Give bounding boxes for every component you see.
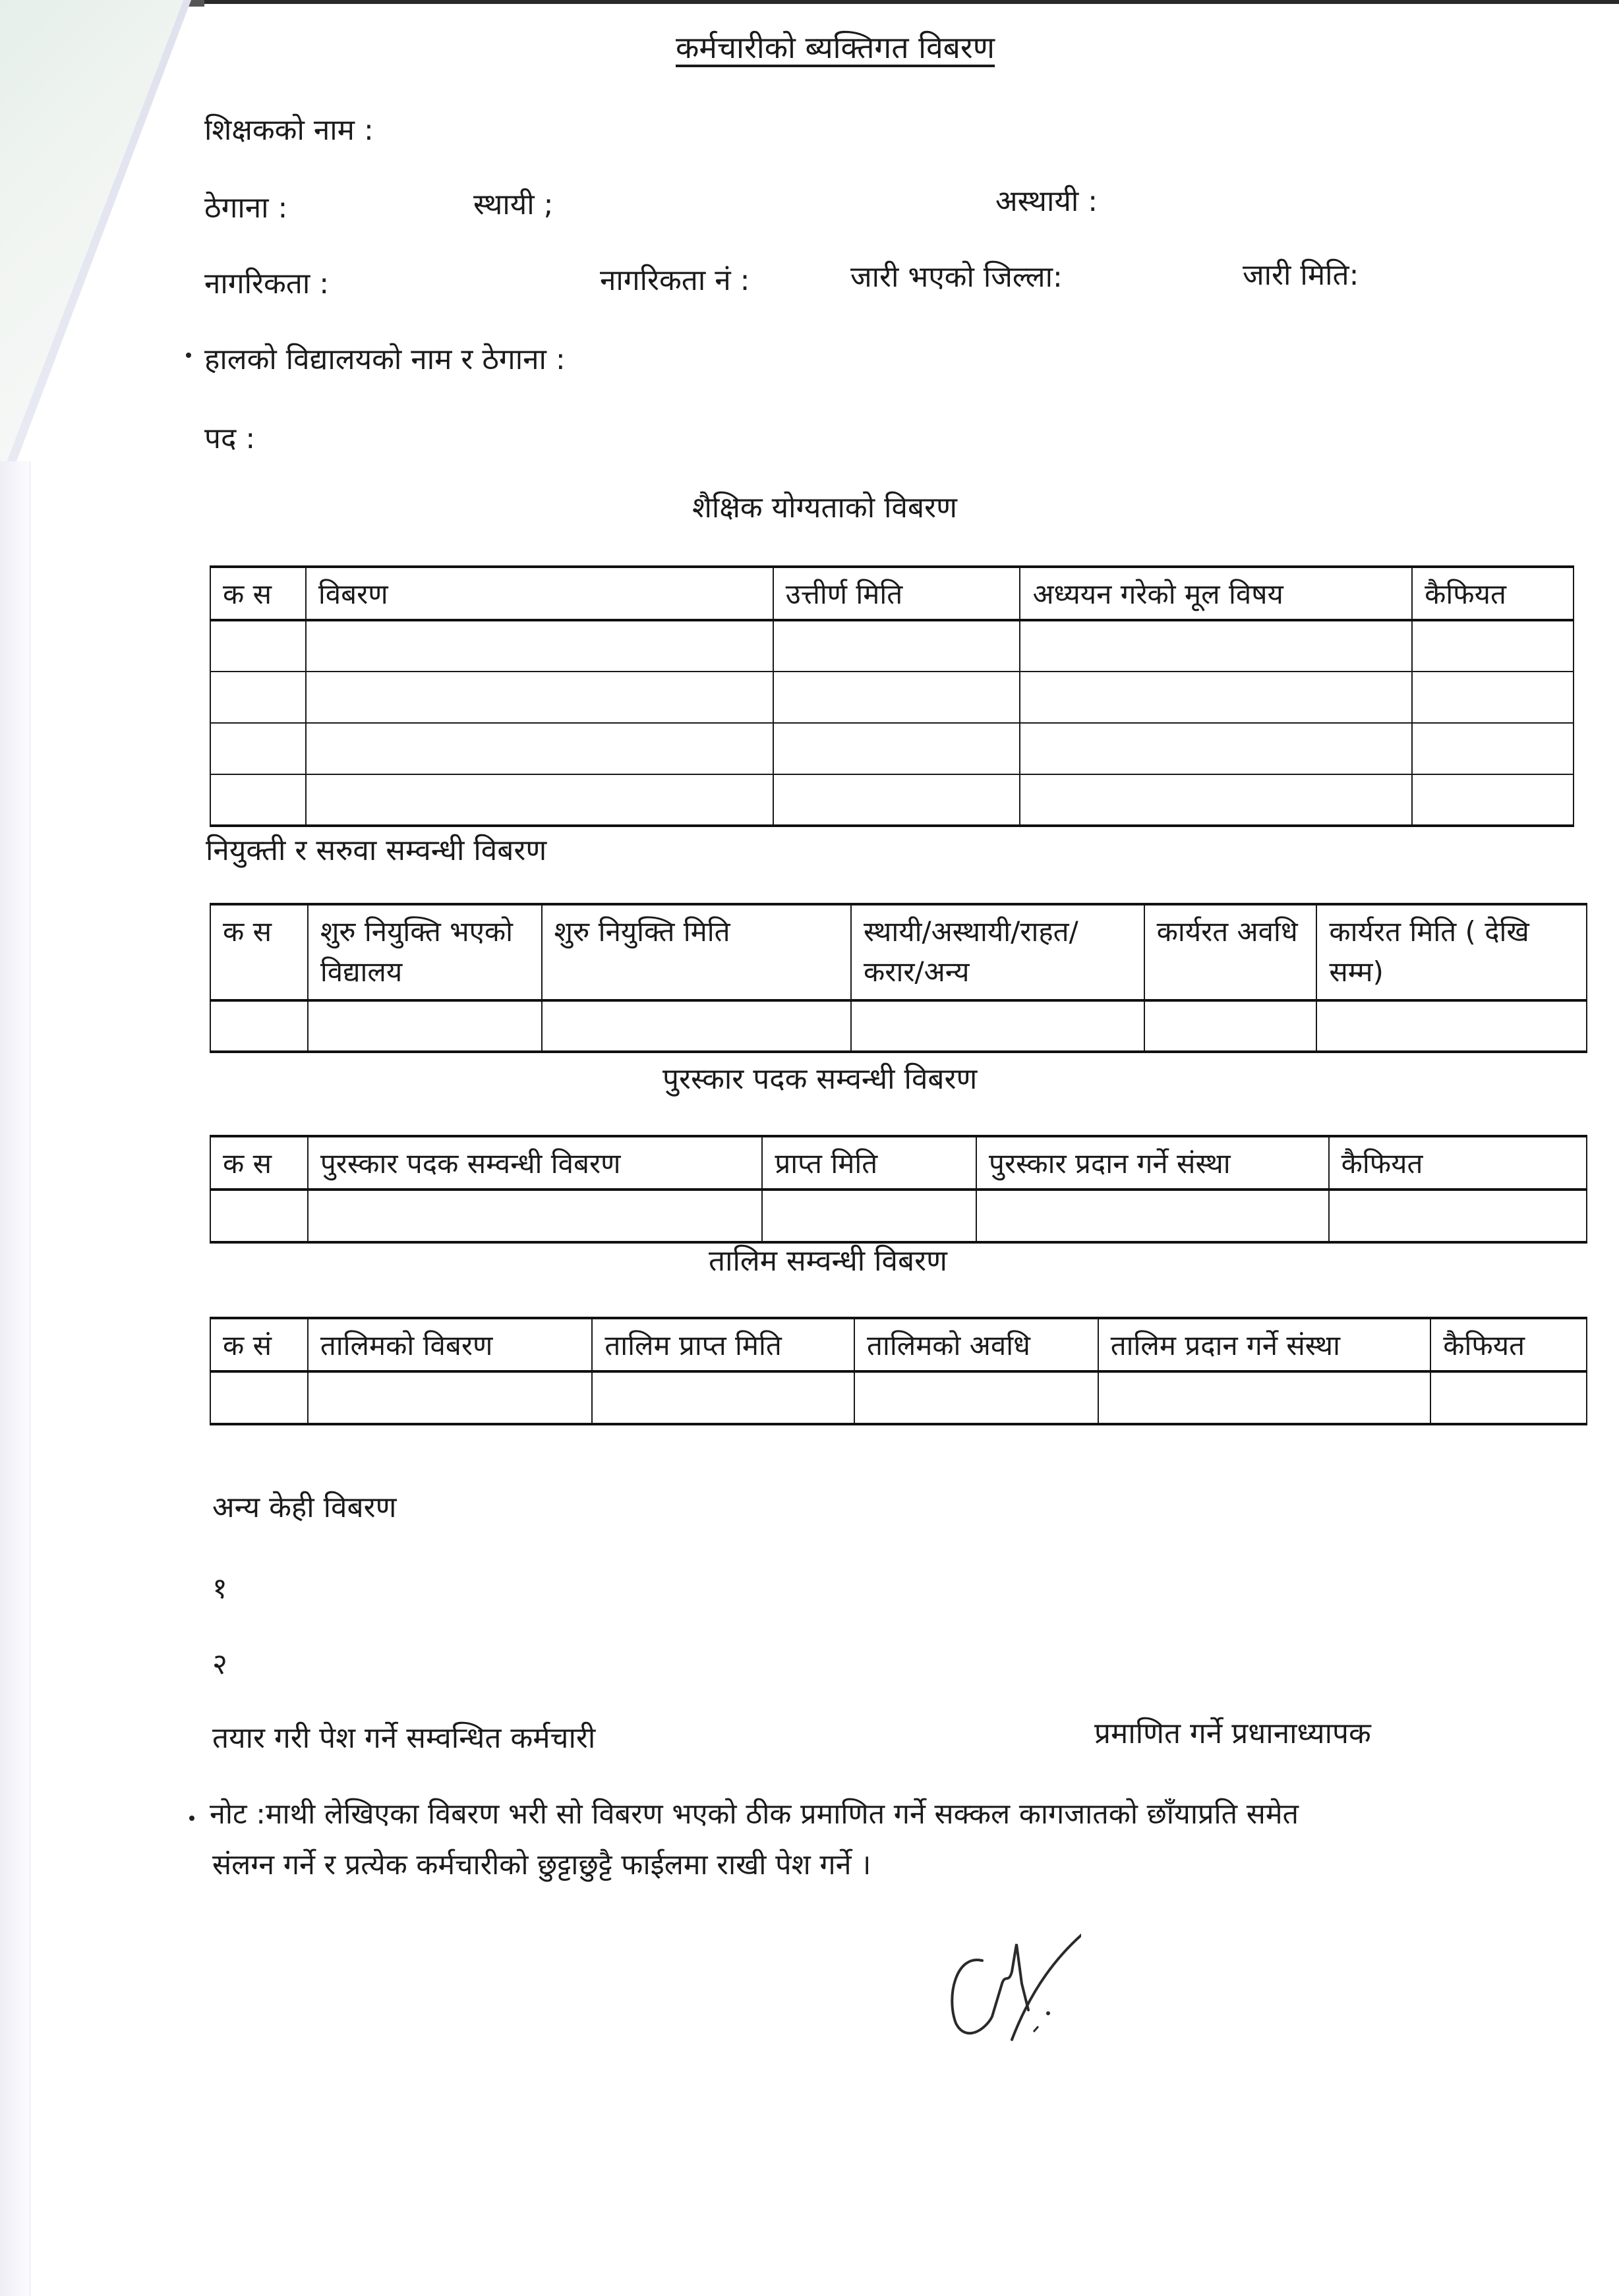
awards-section-heading: पुरस्कार पदक सम्वन्धी विबरण — [662, 1062, 978, 1096]
note-line-2: संलग्न गर्ने र प्रत्येक कर्मचारीको छुट्टाछुट्टै फाईलमा राखी पेश गर्ने । — [212, 1849, 871, 1881]
appointment-table-header — [210, 904, 1587, 1000]
table-row — [210, 620, 1574, 672]
cell[interactable] — [1144, 1000, 1317, 1052]
cell[interactable] — [210, 774, 306, 826]
cell[interactable] — [1329, 1190, 1587, 1242]
cell[interactable] — [854, 1371, 1098, 1424]
cell[interactable] — [308, 1190, 762, 1242]
table-row — [210, 1371, 1587, 1424]
column-header-training-organization: तालिम प्रदान गर्ने संस्था — [1098, 1318, 1431, 1371]
cell[interactable] — [762, 1190, 976, 1242]
employee-signatory-label: तयार गरी पेश गर्ने सम्वन्धित कर्मचारी — [212, 1721, 596, 1755]
appointment-section-heading: नियुक्ती र सरुवा सम्वन्धी विबरण — [206, 834, 547, 867]
cell[interactable] — [1316, 1000, 1587, 1052]
education-section-heading: शैक्षिक योग्यताको विबरण — [692, 491, 957, 525]
cell[interactable] — [773, 620, 1020, 672]
table-row — [210, 1190, 1587, 1242]
citizenship-label: नागरिकता : — [204, 267, 330, 301]
column-header-serial: क सं — [210, 1318, 308, 1371]
table-row — [210, 723, 1574, 774]
cell[interactable] — [308, 1371, 593, 1424]
cell[interactable] — [773, 774, 1020, 826]
current-school-label: हालको विद्यालयको नाम र ठेगाना : — [204, 343, 566, 376]
table-row — [210, 1000, 1587, 1052]
cell[interactable] — [306, 620, 773, 672]
column-header-awarding-organization: पुरस्कार प्रदान गर्ने संस्था — [976, 1136, 1329, 1190]
column-header-serial: क स — [210, 1136, 308, 1190]
cell[interactable] — [210, 1371, 308, 1424]
temporary-address-label: अस्थायी : — [995, 185, 1098, 218]
page-left-edge — [0, 461, 30, 2296]
cell[interactable] — [1412, 774, 1574, 826]
column-header-passed-date: उत्तीर्ण मिति — [773, 567, 1020, 620]
column-header-first-school: शुरु नियुक्ति भएको विद्यालय — [308, 904, 542, 1000]
cell[interactable] — [773, 672, 1020, 723]
cell[interactable] — [1412, 723, 1574, 774]
cell[interactable] — [592, 1371, 854, 1424]
column-header-serial: क स — [210, 567, 306, 620]
column-header-award-description: पुरस्कार पदक सम्वन्धी विबरण — [308, 1136, 762, 1190]
column-header-remarks: कैफियत — [1430, 1318, 1587, 1371]
column-header-received-date: प्राप्त मिति — [762, 1136, 976, 1190]
post-label: पद : — [204, 422, 256, 455]
teacher-name-label: शिक्षकको नाम : — [204, 113, 374, 147]
column-header-training-duration: तालिमको अवधि — [854, 1318, 1098, 1371]
bullet-mark — [186, 353, 191, 358]
column-header-training-description: तालिमको विबरण — [308, 1318, 593, 1371]
cell[interactable] — [1020, 774, 1412, 826]
appointment-table — [210, 903, 1587, 1053]
cell[interactable] — [308, 1000, 542, 1052]
cell[interactable] — [1412, 672, 1574, 723]
headmaster-signatory-label: प्रमाणित गर्ने प्रधानाध्यापक — [1094, 1717, 1371, 1750]
permanent-address-label: स्थायी ; — [473, 188, 554, 221]
cell[interactable] — [1020, 620, 1412, 672]
issued-date-label: जारी मिति: — [1243, 258, 1359, 292]
column-header-working-dates: कार्यरत मिति ( देखि सम्म) — [1316, 904, 1587, 1000]
address-label: ठेगाना : — [204, 191, 288, 225]
cell[interactable] — [976, 1190, 1329, 1242]
cell[interactable] — [306, 672, 773, 723]
awards-table — [210, 1135, 1587, 1244]
handwritten-signature — [910, 1898, 1081, 2050]
other-details-heading: अन्य केही विबरण — [212, 1491, 397, 1524]
cell[interactable] — [210, 620, 306, 672]
citizenship-number-label: नागरिकता नं : — [600, 264, 750, 297]
table-row — [210, 774, 1574, 826]
document-title: कर्मचारीको ब्यक्तिगत विबरण — [676, 30, 995, 65]
cell[interactable] — [306, 774, 773, 826]
cell[interactable] — [210, 723, 306, 774]
other-item-2: २ — [212, 1648, 227, 1681]
cell[interactable] — [1020, 672, 1412, 723]
column-header-remarks: कैफियत — [1412, 567, 1574, 620]
awards-table-header — [210, 1136, 1587, 1190]
cell[interactable] — [1412, 620, 1574, 672]
education-table-header — [210, 567, 1574, 620]
cell[interactable] — [1098, 1371, 1431, 1424]
cell[interactable] — [542, 1000, 851, 1052]
column-header-employment-type: स्थायी/अस्थायी/राहत/ करार/अन्य — [851, 904, 1144, 1000]
column-header-serial: क स — [210, 904, 308, 1000]
other-item-1: १ — [212, 1572, 227, 1605]
cell[interactable] — [1020, 723, 1412, 774]
cell[interactable] — [210, 672, 306, 723]
cell[interactable] — [851, 1000, 1144, 1052]
cell[interactable] — [1430, 1371, 1587, 1424]
training-table-header — [210, 1318, 1587, 1371]
table-row — [210, 672, 1574, 723]
column-header-description: विबरण — [306, 567, 773, 620]
training-section-heading: तालिम सम्वन्धी विबरण — [709, 1244, 947, 1278]
column-header-remarks: कैफियत — [1329, 1136, 1587, 1190]
column-header-main-subject: अध्ययन गरेको मूल विषय — [1020, 567, 1412, 620]
scan-top-edge — [0, 0, 1619, 4]
education-table — [210, 565, 1574, 827]
cell[interactable] — [773, 723, 1020, 774]
cell[interactable] — [306, 723, 773, 774]
note-line-1: नोट :माथी लेखिएका विबरण भरी सो विबरण भएको ठीक प्रमाणित गर्ने सक्कल कागजातको छाँयाप्रति समेत — [210, 1798, 1299, 1831]
issued-district-label: जारी भएको जिल्ला: — [850, 260, 1063, 294]
column-header-first-appointment-date: शुरु नियुक्ति मिति — [542, 904, 851, 1000]
cell[interactable] — [210, 1190, 308, 1242]
column-header-working-period: कार्यरत अवधि — [1144, 904, 1317, 1000]
bullet-mark — [189, 1816, 194, 1821]
training-table — [210, 1317, 1587, 1425]
cell[interactable] — [210, 1000, 308, 1052]
column-header-training-date: तालिम प्राप्त मिति — [592, 1318, 854, 1371]
